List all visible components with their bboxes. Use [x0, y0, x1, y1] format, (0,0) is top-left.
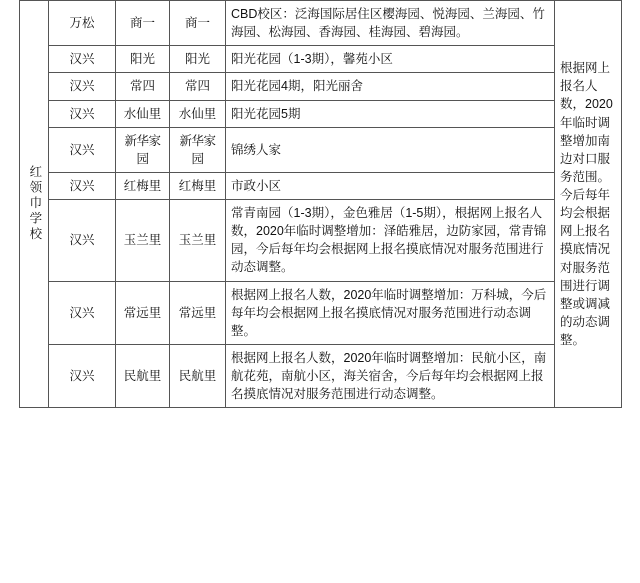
service-range-cell: 市政小区: [226, 172, 555, 199]
community-cell: 常远里: [170, 281, 226, 344]
school-enrollment-table: [19, 0, 622, 408]
community-cell: 常四: [170, 73, 226, 100]
school-name-cell: [20, 1, 49, 408]
table-row: [20, 200, 622, 282]
sub-area-cell: 阳光: [116, 46, 170, 73]
adjustment-note-cell: 根据网上报名人数，2020年临时调整增加南边对口服务范围。今后每年均会根据网上报名摸底情况对服务范围进行调整或调减的动态调整。: [555, 1, 622, 408]
table-body: [20, 1, 622, 408]
table-row: [20, 46, 622, 73]
sub-area-cell: 新华家园: [116, 127, 170, 172]
table-row: [20, 73, 622, 100]
community-cell: 民航里: [170, 344, 226, 407]
service-range-cell: 阳光花园5期: [226, 100, 555, 127]
community-cell: 新华家园: [170, 127, 226, 172]
sub-area-cell: 常四: [116, 73, 170, 100]
table-row: [20, 344, 622, 407]
area-cell: 汉兴: [49, 172, 116, 199]
area-cell: 万松: [49, 1, 116, 46]
area-cell: 汉兴: [49, 281, 116, 344]
sub-area-cell: 玉兰里: [116, 200, 170, 282]
table-row: [20, 1, 622, 46]
area-cell: 汉兴: [49, 127, 116, 172]
sub-area-cell: 常远里: [116, 281, 170, 344]
area-cell: 汉兴: [49, 73, 116, 100]
table-row: [20, 127, 622, 172]
sub-area-cell: 民航里: [116, 344, 170, 407]
sub-area-cell: 商一: [116, 1, 170, 46]
sub-area-cell: 水仙里: [116, 100, 170, 127]
area-cell: 汉兴: [49, 46, 116, 73]
service-range-cell: 常青南园（1-3期），金色雅居（1-5期），根据网上报名人数，2020年临时调整增加：泽皓雅居，边防家园，常青锦园，今后每年均会根据网上报名摸底情况对服务范围进行动态调整。: [226, 200, 555, 282]
area-cell: 汉兴: [49, 344, 116, 407]
community-cell: 商一: [170, 1, 226, 46]
service-range-cell: 根据网上报名人数，2020年临时调整增加：民航小区，南航花苑，南航小区，海关宿舍，今后每年均会根据网上报名摸底情况对服务范围进行动态调整。: [226, 344, 555, 407]
service-range-cell: CBD校区：泛海国际居住区樱海园、悦海园、兰海园、竹海园、松海园、香海园、桂海园、碧海园。: [226, 1, 555, 46]
area-cell: 汉兴: [49, 100, 116, 127]
sub-area-cell: 红梅里: [116, 172, 170, 199]
table-row: [20, 172, 622, 199]
table-row: [20, 100, 622, 127]
service-range-cell: 阳光花园4期，阳光丽舍: [226, 73, 555, 100]
community-cell: 水仙里: [170, 100, 226, 127]
service-range-cell: 阳光花园（1-3期），馨苑小区: [226, 46, 555, 73]
school-name-label: 红领巾学校: [27, 165, 42, 243]
community-cell: 阳光: [170, 46, 226, 73]
area-cell: 汉兴: [49, 200, 116, 282]
community-cell: 玉兰里: [170, 200, 226, 282]
table-row: [20, 281, 622, 344]
community-cell: 红梅里: [170, 172, 226, 199]
service-range-cell: 根据网上报名人数，2020年临时调整增加：万科城，今后每年均会根据网上报名摸底情况对服务范围进行动态调整。: [226, 281, 555, 344]
service-range-cell: 锦绣人家: [226, 127, 555, 172]
